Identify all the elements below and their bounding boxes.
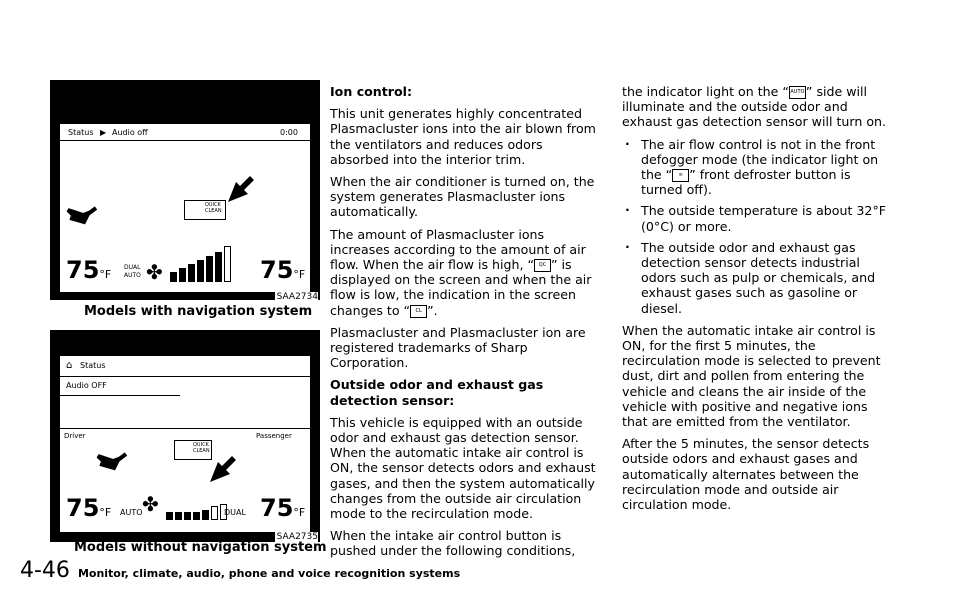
list-item: . The outside odor and exhaust gas detection sensor detects industrial odors such as pulp or chemicals, and exhaust gases such as gasoline or diesel. bbox=[622, 240, 896, 316]
auto-label: AUTO bbox=[120, 508, 143, 517]
chapter-title: Monitor, climate, audio, phone and voice recognition systems bbox=[77, 567, 461, 580]
paragraph: After the 5 minutes, the sensor detects outside odors and exhaust gases and automatically alternates between the recirculation mode and outside air circulation mode. bbox=[622, 436, 870, 513]
temp-left: 75°F bbox=[66, 256, 112, 284]
paragraph: When the intake air control button is pushed under the following conditions, bbox=[330, 528, 576, 559]
quick-clean-label: QUICK CLEAN bbox=[193, 442, 210, 454]
fan-icon: ✤ bbox=[142, 492, 159, 516]
divider bbox=[60, 395, 180, 396]
temp-right: 75°F bbox=[260, 494, 306, 522]
arrow-pointer-icon bbox=[210, 456, 236, 482]
driver-label: Driver bbox=[64, 432, 86, 440]
fan-icon: ✤ bbox=[146, 260, 163, 284]
figure1-caption: Models with navigation system bbox=[84, 304, 313, 319]
page-number: 4-46 bbox=[20, 558, 70, 583]
divider bbox=[60, 376, 310, 377]
temp-left: 75°F bbox=[66, 494, 112, 522]
screen-display bbox=[60, 356, 310, 532]
figure-code: SAA2735 bbox=[276, 532, 318, 542]
section-heading: Ion control: bbox=[330, 84, 413, 99]
passenger-label: Passenger bbox=[256, 432, 292, 440]
condition-list bbox=[622, 137, 896, 316]
divider bbox=[60, 140, 310, 141]
plasmacluster-icon bbox=[174, 440, 212, 460]
home-icon: ⌂ bbox=[66, 360, 73, 371]
paragraph: This unit generates highly concentrated Plasmacluster ions into the air blown from the ventilators and reduces odors absorbed into the interior trim. bbox=[330, 106, 596, 167]
clock: 0:00 bbox=[280, 128, 298, 137]
plasmacluster-icon bbox=[184, 200, 226, 220]
paragraph: This vehicle is equipped with an outside odor and exhaust gas detection sensor. When the automatic intake air control is ON, the sensor detects odors and exhaust gases, and then the system automatically changes from the outside air circulation mode to the recirculation mode. bbox=[330, 414, 596, 522]
arrow-pointer-icon bbox=[228, 176, 254, 202]
figure-with-navigation bbox=[50, 80, 320, 300]
airflow-icon bbox=[66, 204, 106, 228]
airflow-icon bbox=[96, 450, 136, 474]
middle-column bbox=[330, 84, 604, 566]
page-footer bbox=[20, 558, 460, 583]
play-arrow-icon: ▶ bbox=[100, 128, 107, 137]
figure2-caption: Models without navigation system bbox=[74, 540, 327, 555]
temp-right: 75°F bbox=[260, 256, 306, 284]
dual-label: DUAL bbox=[224, 508, 246, 517]
figure-without-navigation bbox=[50, 330, 320, 542]
dual-label: DUAL bbox=[124, 264, 141, 271]
figure-code: SAA2734 bbox=[276, 292, 318, 302]
plasmacluster-low-icon: CL bbox=[410, 305, 427, 318]
right-column bbox=[622, 84, 896, 519]
paragraph: When the air conditioner is turned on, the system generates Plasmacluster ions automatically. bbox=[330, 174, 595, 220]
quick-clean-label: QUICK CLEAN bbox=[205, 202, 222, 214]
list-item: . The outside temperature is about 32°F (0°C) or more. bbox=[622, 203, 896, 233]
fan-speed-bars bbox=[166, 502, 227, 520]
status-label: Status bbox=[80, 361, 106, 370]
auto-recirculation-icon: AUTO bbox=[789, 86, 806, 99]
auto-label: AUTO bbox=[124, 272, 141, 279]
paragraph: Plasmacluster and Plasmacluster ion are registered trademarks of Sharp Corporation. bbox=[330, 324, 586, 371]
list-item: . The air flow control is not in the front defogger mode (the indicator light on the “ ≋ ” front defroster button is turned off). bbox=[622, 137, 896, 198]
paragraph: The amount of Plasmacluster ions increases according to the amount of air flow. When the air flow is high, “ QC ” is displayed on the screen and when the air flow is low, the indication in the screen changes to “ CL ”. bbox=[330, 226, 592, 318]
fan-speed-bars bbox=[170, 240, 231, 282]
plasmacluster-high-icon: QC bbox=[534, 259, 551, 272]
paragraph: When the automatic intake air control is ON, for the first 5 minutes, the recirculation mode is selected to prevent dust, dirt and pollen from entering the vehicle and cleans the air inside of the vehicle with positive and negative ions that are emitted from the ventilator. bbox=[622, 322, 881, 430]
front-defroster-icon: ≋ bbox=[672, 169, 689, 182]
status-label: Status bbox=[68, 128, 94, 137]
divider bbox=[60, 428, 310, 429]
audio-status: Audio off bbox=[112, 128, 148, 137]
section-heading: Outside odor and exhaust gas detection sensor: bbox=[330, 377, 544, 408]
paragraph: the indicator light on the “AUTO” side will illuminate and the outside odor and exhaust gas detection sensor will turn on. bbox=[622, 84, 887, 130]
audio-status: Audio OFF bbox=[66, 381, 107, 390]
screen-display bbox=[60, 124, 310, 292]
